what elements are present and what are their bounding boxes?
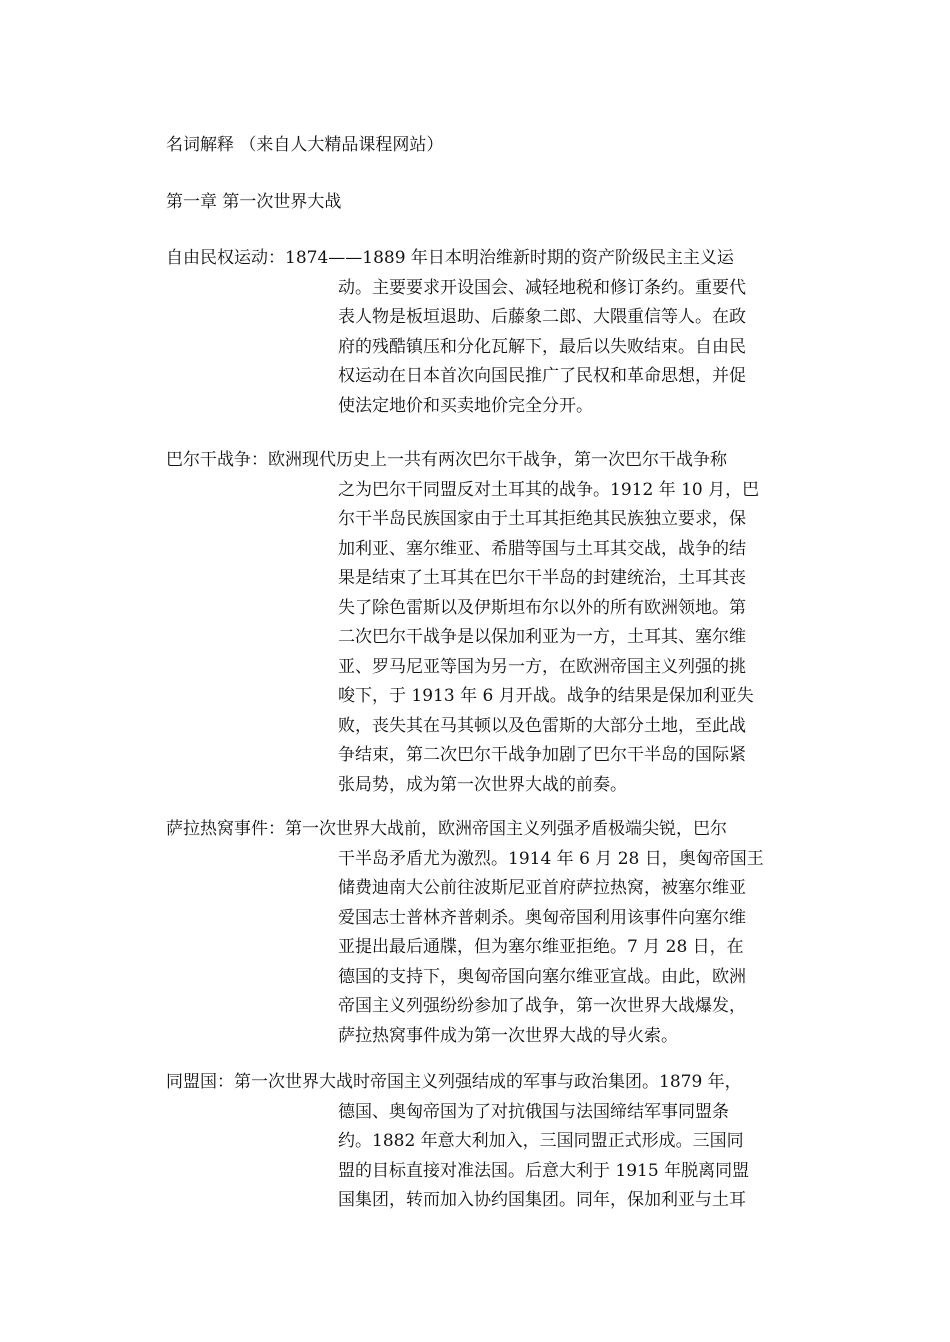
entry-line: 萨拉热窝事件成为第一次世界大战的导火索。 — [338, 1025, 678, 1046]
entry-line: 之为巴尔干同盟反对土耳其的战争。1912 年 10 月，巴 — [338, 479, 760, 500]
term-entry-sarajevo-incident — [166, 815, 796, 1051]
entry-line: 亚、罗马尼亚等国为另一方，在欧洲帝国主义列强的挑 — [338, 656, 746, 677]
entry-line: 同盟国：第一次世界大战时帝国主义列强结成的军事与政治集团。1879 年， — [166, 1072, 742, 1092]
entry-line: 二次巴尔干战争是以保加利亚为一方，土耳其、塞尔维 — [338, 627, 746, 647]
entry-line: 争结束，第二次巴尔干战争加剧了巴尔干半岛的国际紧 — [338, 745, 746, 765]
entry-line: 动。主要要求开设国会、减轻地税和修订条约。重要代 — [338, 277, 746, 298]
entry-line: 尔干半岛民族国家由于土耳其拒绝其民族独立要求，保 — [338, 509, 746, 529]
entry-line: 干半岛矛盾尤为激烈。1914 年 6 月 28 日，奥匈帝国王 — [338, 848, 764, 869]
entry-line: 帝国主义列强纷纷参加了战争，第一次世界大战爆发， — [338, 996, 746, 1016]
term-entry-balkan-wars — [166, 446, 796, 800]
entry-line: 张局势，成为第一次世界大战的前奏。 — [338, 774, 627, 795]
entry-line: 约。1882 年意大利加入，三国同盟正式形成。三国同 — [338, 1131, 744, 1151]
document-title: 名词解释 （来自人大精品课程网站） — [166, 135, 444, 155]
entry-line: 国集团，转而加入协约国集团。同年，保加利亚与土耳 — [338, 1190, 746, 1210]
entry-line: 德国、奥匈帝国为了对抗俄国与法国缔结军事同盟条 — [338, 1101, 729, 1122]
entry-line: 使法定地价和买卖地价完全分开。 — [338, 395, 593, 416]
entry-line: 盟的目标直接对准法国。后意大利于 1915 年脱离同盟 — [338, 1160, 750, 1181]
chapter-heading: 第一章 第一次世界大战 — [166, 192, 342, 212]
entry-line: 自由民权运动：1874——1889 年日本明治维新时期的资产阶级民主主义运 — [166, 248, 734, 268]
entry-line: 权运动在日本首次向国民推广了民权和革命思想，并促 — [338, 366, 746, 386]
entry-line: 亚提出最后通牒，但为塞尔维亚拒绝。7 月 28 日，在 — [338, 937, 744, 957]
term-entry-freedom-rights-movement — [166, 244, 796, 421]
entry-line: 储费迪南大公前往波斯尼亚首府萨拉热窝，被塞尔维亚 — [338, 878, 746, 898]
entry-line: 巴尔干战争：欧洲现代历史上一共有两次巴尔干战争，第一次巴尔干战争称 — [166, 450, 727, 470]
entry-line: 失了除色雷斯以及伊斯坦布尔以外的所有欧洲领地。第 — [338, 597, 746, 618]
entry-line: 萨拉热窝事件：第一次世界大战前，欧洲帝国主义列强矛盾极端尖锐，巴尔 — [166, 819, 727, 839]
entry-line: 德国的支持下，奥匈帝国向塞尔维亚宣战。由此，欧洲 — [338, 966, 746, 987]
entry-line: 爱国志士普林齐普刺杀。奥匈帝国利用该事件向塞尔维 — [338, 907, 746, 928]
entry-line: 加利亚、塞尔维亚、希腊等国与土耳其交战，战争的结 — [338, 538, 746, 559]
entry-line: 府的残酷镇压和分化瓦解下，最后以失败结束。自由民 — [338, 336, 746, 357]
entry-line: 唆下，于 1913 年 6 月开战。战争的结果是保加利亚失 — [338, 686, 754, 706]
term-entry-central-powers — [166, 1068, 796, 1216]
entry-line: 表人物是板垣退助、后藤象二郎、大隈重信等人。在政 — [338, 307, 746, 327]
entry-line: 果是结束了土耳其在巴尔干半岛的封建统治，土耳其丧 — [338, 568, 746, 588]
entry-line: 败，丧失其在马其顿以及色雷斯的大部分土地，至此战 — [338, 715, 746, 736]
